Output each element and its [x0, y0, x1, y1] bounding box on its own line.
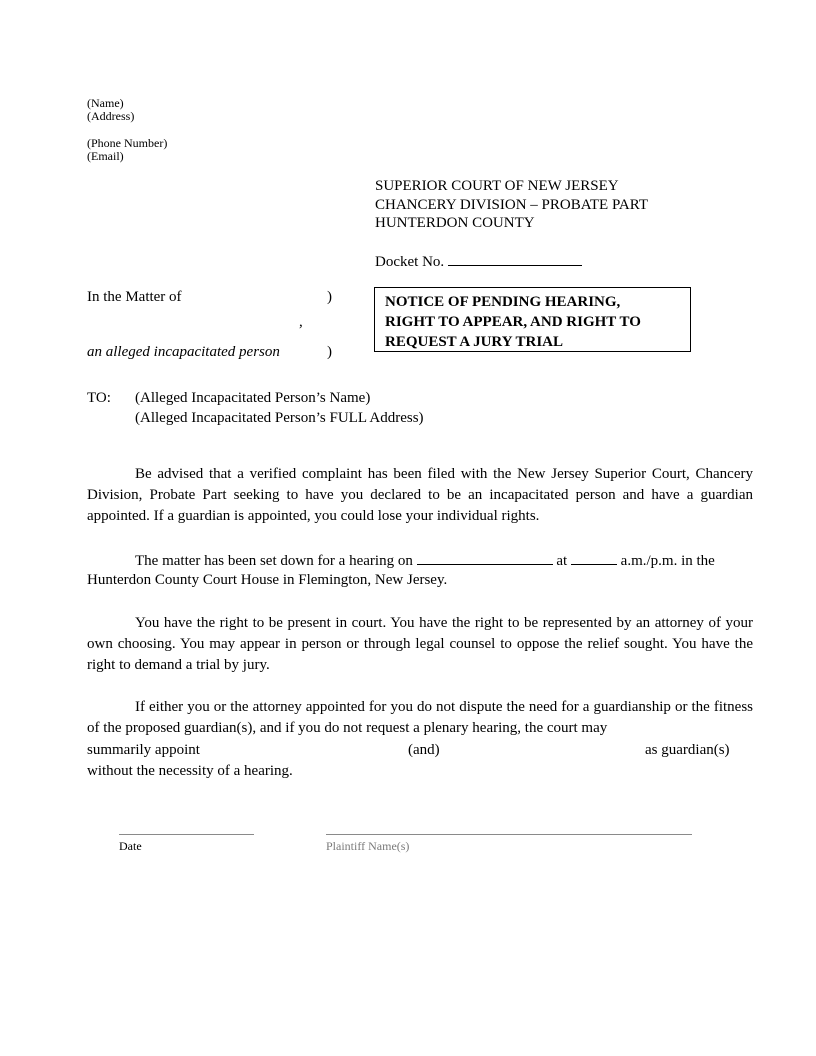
court-division: CHANCERY DIVISION – PROBATE PART	[375, 197, 649, 213]
hearing-text-at: at	[556, 553, 568, 569]
hearing-text-ampm: a.m./p.m. in the	[620, 553, 715, 569]
alleged-incapacitated-label: an alleged incapacitated person	[87, 344, 280, 360]
to-label: TO:	[87, 390, 111, 406]
date-signature-line	[119, 834, 254, 835]
docket-number	[375, 250, 582, 273]
hearing-text-a: The matter has been set down for a hearing on	[135, 553, 413, 569]
paragraph-summary-appointment	[87, 697, 753, 739]
court-name: SUPERIOR COURT OF NEW JERSEY	[375, 178, 619, 194]
to-address: (Alleged Incapacitated Person’s FULL Address)	[135, 410, 424, 426]
hearing-date-blank	[417, 549, 553, 565]
caption-paren-bottom: )	[327, 344, 332, 360]
filer-name: (Name)	[87, 96, 124, 110]
paragraph-summary-text: If either you or the attorney appointed for you do not dispute the need for a guardianship or the fitness of the proposed guardian(s), and if you do not request a plenary hearing, the court may	[87, 699, 753, 736]
filer-phone: (Phone Number)	[87, 136, 168, 150]
docket-label: Docket No.	[375, 254, 445, 270]
date-label: Date	[119, 839, 142, 853]
as-guardians-label: as guardian(s)	[645, 742, 730, 758]
without-hearing-text: without the necessity of a hearing.	[87, 763, 293, 779]
notice-title-line-2: RIGHT TO APPEAR, AND RIGHT TO	[385, 314, 641, 330]
paragraph-hearing	[87, 549, 753, 572]
notice-title-line-1: NOTICE OF PENDING HEARING,	[385, 294, 621, 310]
matter-of-label: In the Matter of	[87, 289, 182, 305]
hearing-time-blank	[571, 549, 617, 565]
paragraph-complaint-text: Be advised that a verified complaint has been filed with the New Jersey Superior Court, Chancery Division, Probate Part seeking to have you declared to be an incapacitated person and have a guardian appointed. If a guardian is appointed, you could lose your individual rights.	[87, 466, 753, 524]
caption-comma: ,	[299, 314, 303, 330]
notice-title-line-3: REQUEST A JURY TRIAL	[385, 334, 564, 350]
plaintiff-name-label: Plaintiff Name(s)	[326, 839, 410, 853]
paragraph-rights-text: You have the right to be present in court. You have the right to be represented by an attorney of your own choosing. You may appear in person or through legal counsel to oppose the relief sought. You have the right to demand a trial by jury.	[87, 615, 753, 673]
and-label: (and)	[408, 742, 440, 758]
court-county: HUNTERDON COUNTY	[375, 215, 535, 231]
caption-paren-top: )	[327, 289, 332, 305]
paragraph-rights	[87, 613, 753, 676]
docket-number-blank	[448, 250, 582, 266]
paragraph-complaint-filed	[87, 464, 753, 527]
to-name: (Alleged Incapacitated Person’s Name)	[135, 390, 371, 406]
hearing-location: Hunterdon County Court House in Flemington, New Jersey.	[87, 572, 448, 588]
notice-title-box	[374, 287, 691, 352]
plaintiff-signature-line	[326, 834, 692, 835]
filer-email: (Email)	[87, 149, 124, 163]
summarily-appoint-label: summarily appoint	[87, 742, 200, 758]
filer-address: (Address)	[87, 109, 135, 123]
